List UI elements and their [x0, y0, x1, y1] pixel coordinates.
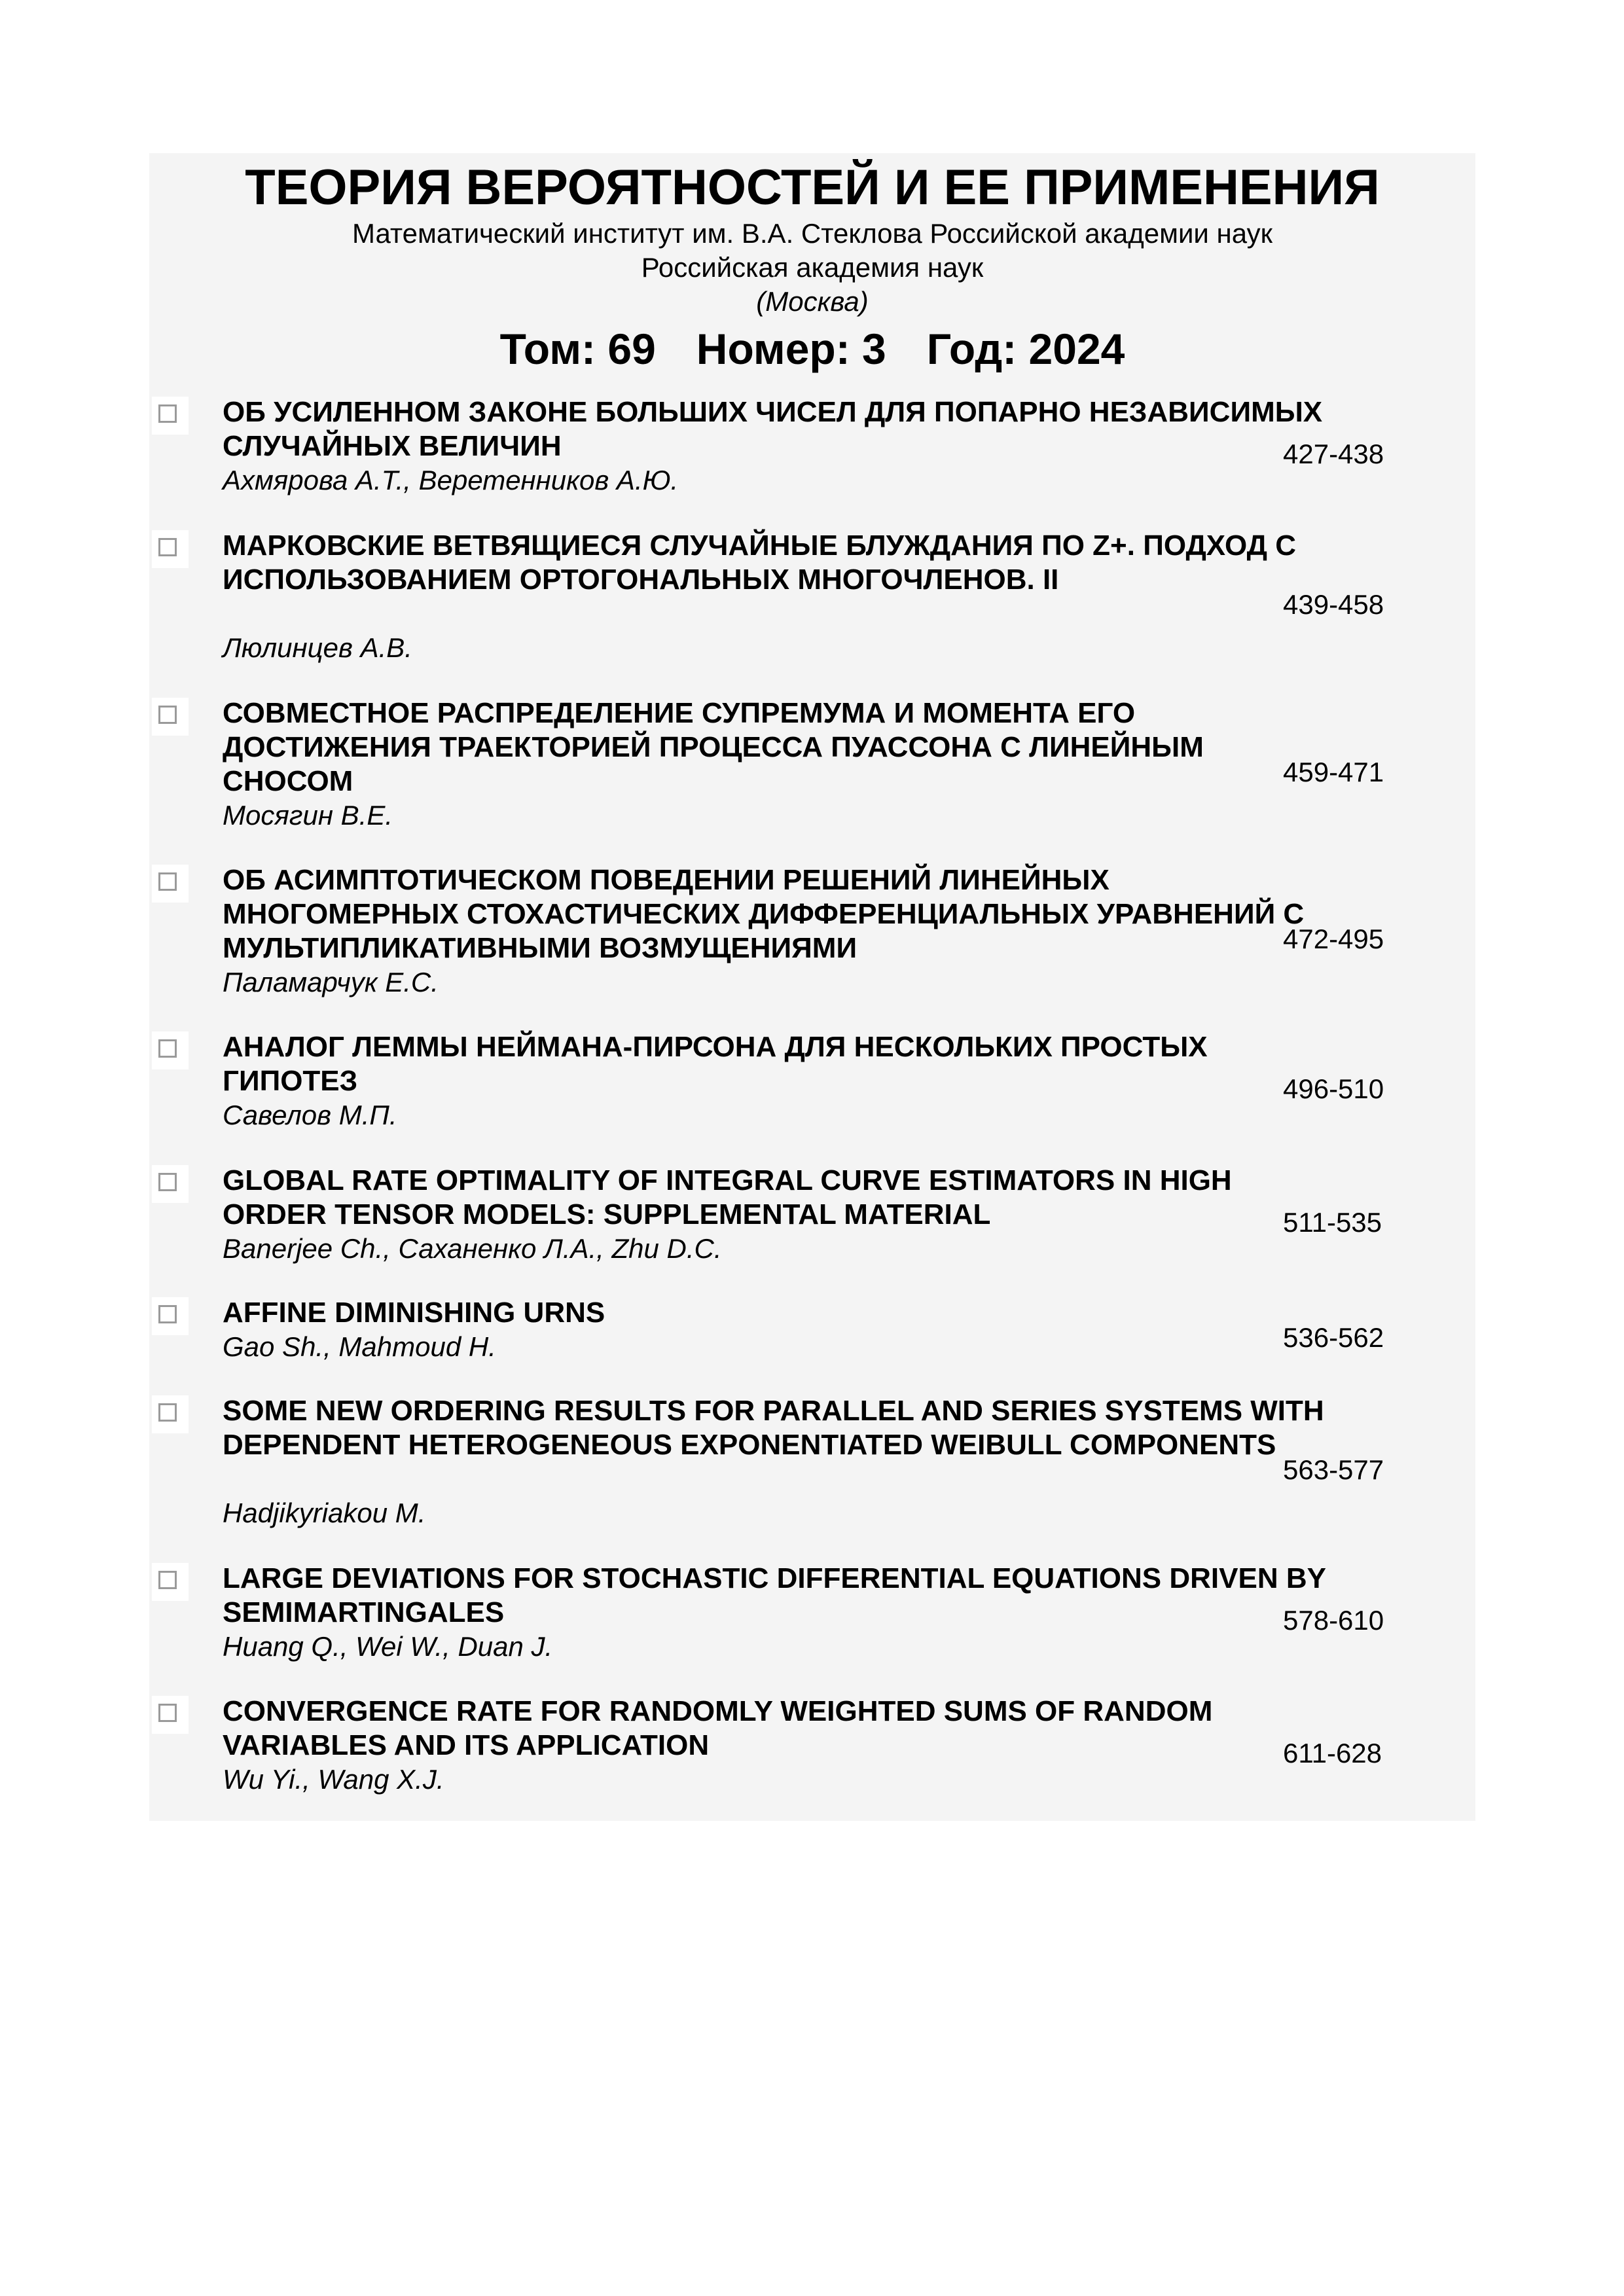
- article-checkbox[interactable]: [158, 404, 177, 423]
- issue-info: [149, 319, 1475, 378]
- article-checkbox[interactable]: [158, 1403, 177, 1422]
- number-label: Номер: 3: [696, 325, 886, 373]
- article-pages: 536-562: [1283, 1322, 1384, 1353]
- article-pages: 427-438: [1283, 439, 1384, 469]
- article-authors: Люлинцев А.В.: [223, 632, 412, 663]
- article-authors: Wu Yi., Wang X.J.: [223, 1764, 444, 1795]
- article-checkbox[interactable]: [158, 538, 177, 556]
- article-pages: 578-610: [1283, 1605, 1384, 1636]
- article-title[interactable]: МАРКОВСКИЕ ВЕТВЯЩИЕСЯ СЛУЧАЙНЫЕ БЛУЖДАНИЯ ПО Z+. ПОДХОД С ИСПОЛЬЗОВАНИЕМ ОРТОГОНАЛЬНЫХ МНОГОЧЛЕНОВ. II: [223, 529, 1297, 596]
- article-pages: 439-458: [1283, 589, 1384, 620]
- article-authors: Hadjikyriakou M.: [223, 1498, 426, 1528]
- article-checkbox[interactable]: [158, 1704, 177, 1722]
- article-title[interactable]: CONVERGENCE RATE FOR RANDOMLY WEIGHTED SUMS OF RANDOM VARIABLES AND ITS APPLICATION: [223, 1695, 1213, 1761]
- article-checkbox[interactable]: [158, 706, 177, 724]
- article-title[interactable]: ОБ АСИМПТОТИЧЕСКОМ ПОВЕДЕНИИ РЕШЕНИЙ ЛИНЕЙНЫХ МНОГОМЕРНЫХ СТОХАСТИЧЕСКИХ ДИФФЕРЕНЦИАЛЬНЫХ УРАВНЕНИЙ С МУЛЬТИПЛИКАТИВНЫМИ ВОЗМУЩЕНИЯМИ: [223, 864, 1305, 964]
- article-title[interactable]: SOME NEW ORDERING RESULTS FOR PARALLEL AND SERIES SYSTEMS WITH DEPENDENT HETEROGENEOUS EXPONENTIATED WEIBULL COMPONENTS: [223, 1395, 1324, 1461]
- article-authors: Савелов М.П.: [223, 1100, 397, 1130]
- article-title[interactable]: СОВМЕСТНОЕ РАСПРЕДЕЛЕНИЕ СУПРЕМУМА И МОМЕНТА ЕГО ДОСТИЖЕНИЯ ТРАЕКТОРИЕЙ ПРОЦЕССА ПУАССОНА С ЛИНЕЙНЫМ СНОСОМ: [223, 697, 1204, 797]
- article-checkbox[interactable]: [158, 1173, 177, 1191]
- journal-title: ТЕОРИЯ ВЕРОЯТНОСТЕЙ И ЕЕ ПРИМЕНЕНИЯ: [245, 160, 1380, 215]
- article-title[interactable]: GLOBAL RATE OPTIMALITY OF INTEGRAL CURVE ESTIMATORS IN HIGH ORDER TENSOR MODELS: SUPPLEMENTAL MATERIAL: [223, 1164, 1232, 1230]
- article-pages: 563-577: [1283, 1454, 1384, 1485]
- article-pages: 496-510: [1283, 1073, 1384, 1104]
- publisher-line: Математический институт им. В.А. Стеклова Российской академии наук: [352, 218, 1272, 249]
- contents-panel: [149, 153, 1475, 1821]
- article-checkbox[interactable]: [158, 1039, 177, 1058]
- article-authors: Huang Q., Wei W., Duan J.: [223, 1631, 553, 1662]
- article-pages: 511-535: [1283, 1207, 1382, 1238]
- article-authors: Паламарчук Е.С.: [223, 967, 439, 997]
- article-title[interactable]: AFFINE DIMINISHING URNS: [223, 1297, 605, 1329]
- article-authors: Ахмярова А.Т., Веретенников А.Ю.: [223, 465, 679, 495]
- publisher-line: Российская академия наук: [641, 252, 984, 283]
- article-authors: Banerjee Ch., Саханенко Л.А., Zhu D.C.: [223, 1233, 722, 1264]
- article-pages: 459-471: [1283, 757, 1384, 787]
- article-checkbox[interactable]: [158, 1305, 177, 1323]
- article-title[interactable]: ОБ УСИЛЕННОМ ЗАКОНЕ БОЛЬШИХ ЧИСЕЛ ДЛЯ ПОПАРНО НЕЗАВИСИМЫХ СЛУЧАЙНЫХ ВЕЛИЧИН: [223, 396, 1323, 462]
- article-authors: Gao Sh., Mahmoud H.: [223, 1331, 496, 1362]
- volume-label: Том: 69: [499, 325, 656, 373]
- article-authors: Мосягин В.Е.: [223, 800, 393, 831]
- article-title[interactable]: АНАЛОГ ЛЕММЫ НЕЙМАНА-ПИРСОНА ДЛЯ НЕСКОЛЬКИХ ПРОСТЫХ ГИПОТЕЗ: [223, 1031, 1208, 1097]
- publisher-city: (Москва): [756, 286, 869, 317]
- article-checkbox[interactable]: [158, 872, 177, 891]
- article-checkbox[interactable]: [158, 1571, 177, 1589]
- article-title[interactable]: LARGE DEVIATIONS FOR STOCHASTIC DIFFERENTIAL EQUATIONS DRIVEN BY SEMIMARTINGALES: [223, 1562, 1326, 1628]
- article-pages: 472-495: [1283, 924, 1384, 954]
- year-label: Год: 2024: [926, 325, 1125, 373]
- article-pages: 611-628: [1283, 1738, 1382, 1768]
